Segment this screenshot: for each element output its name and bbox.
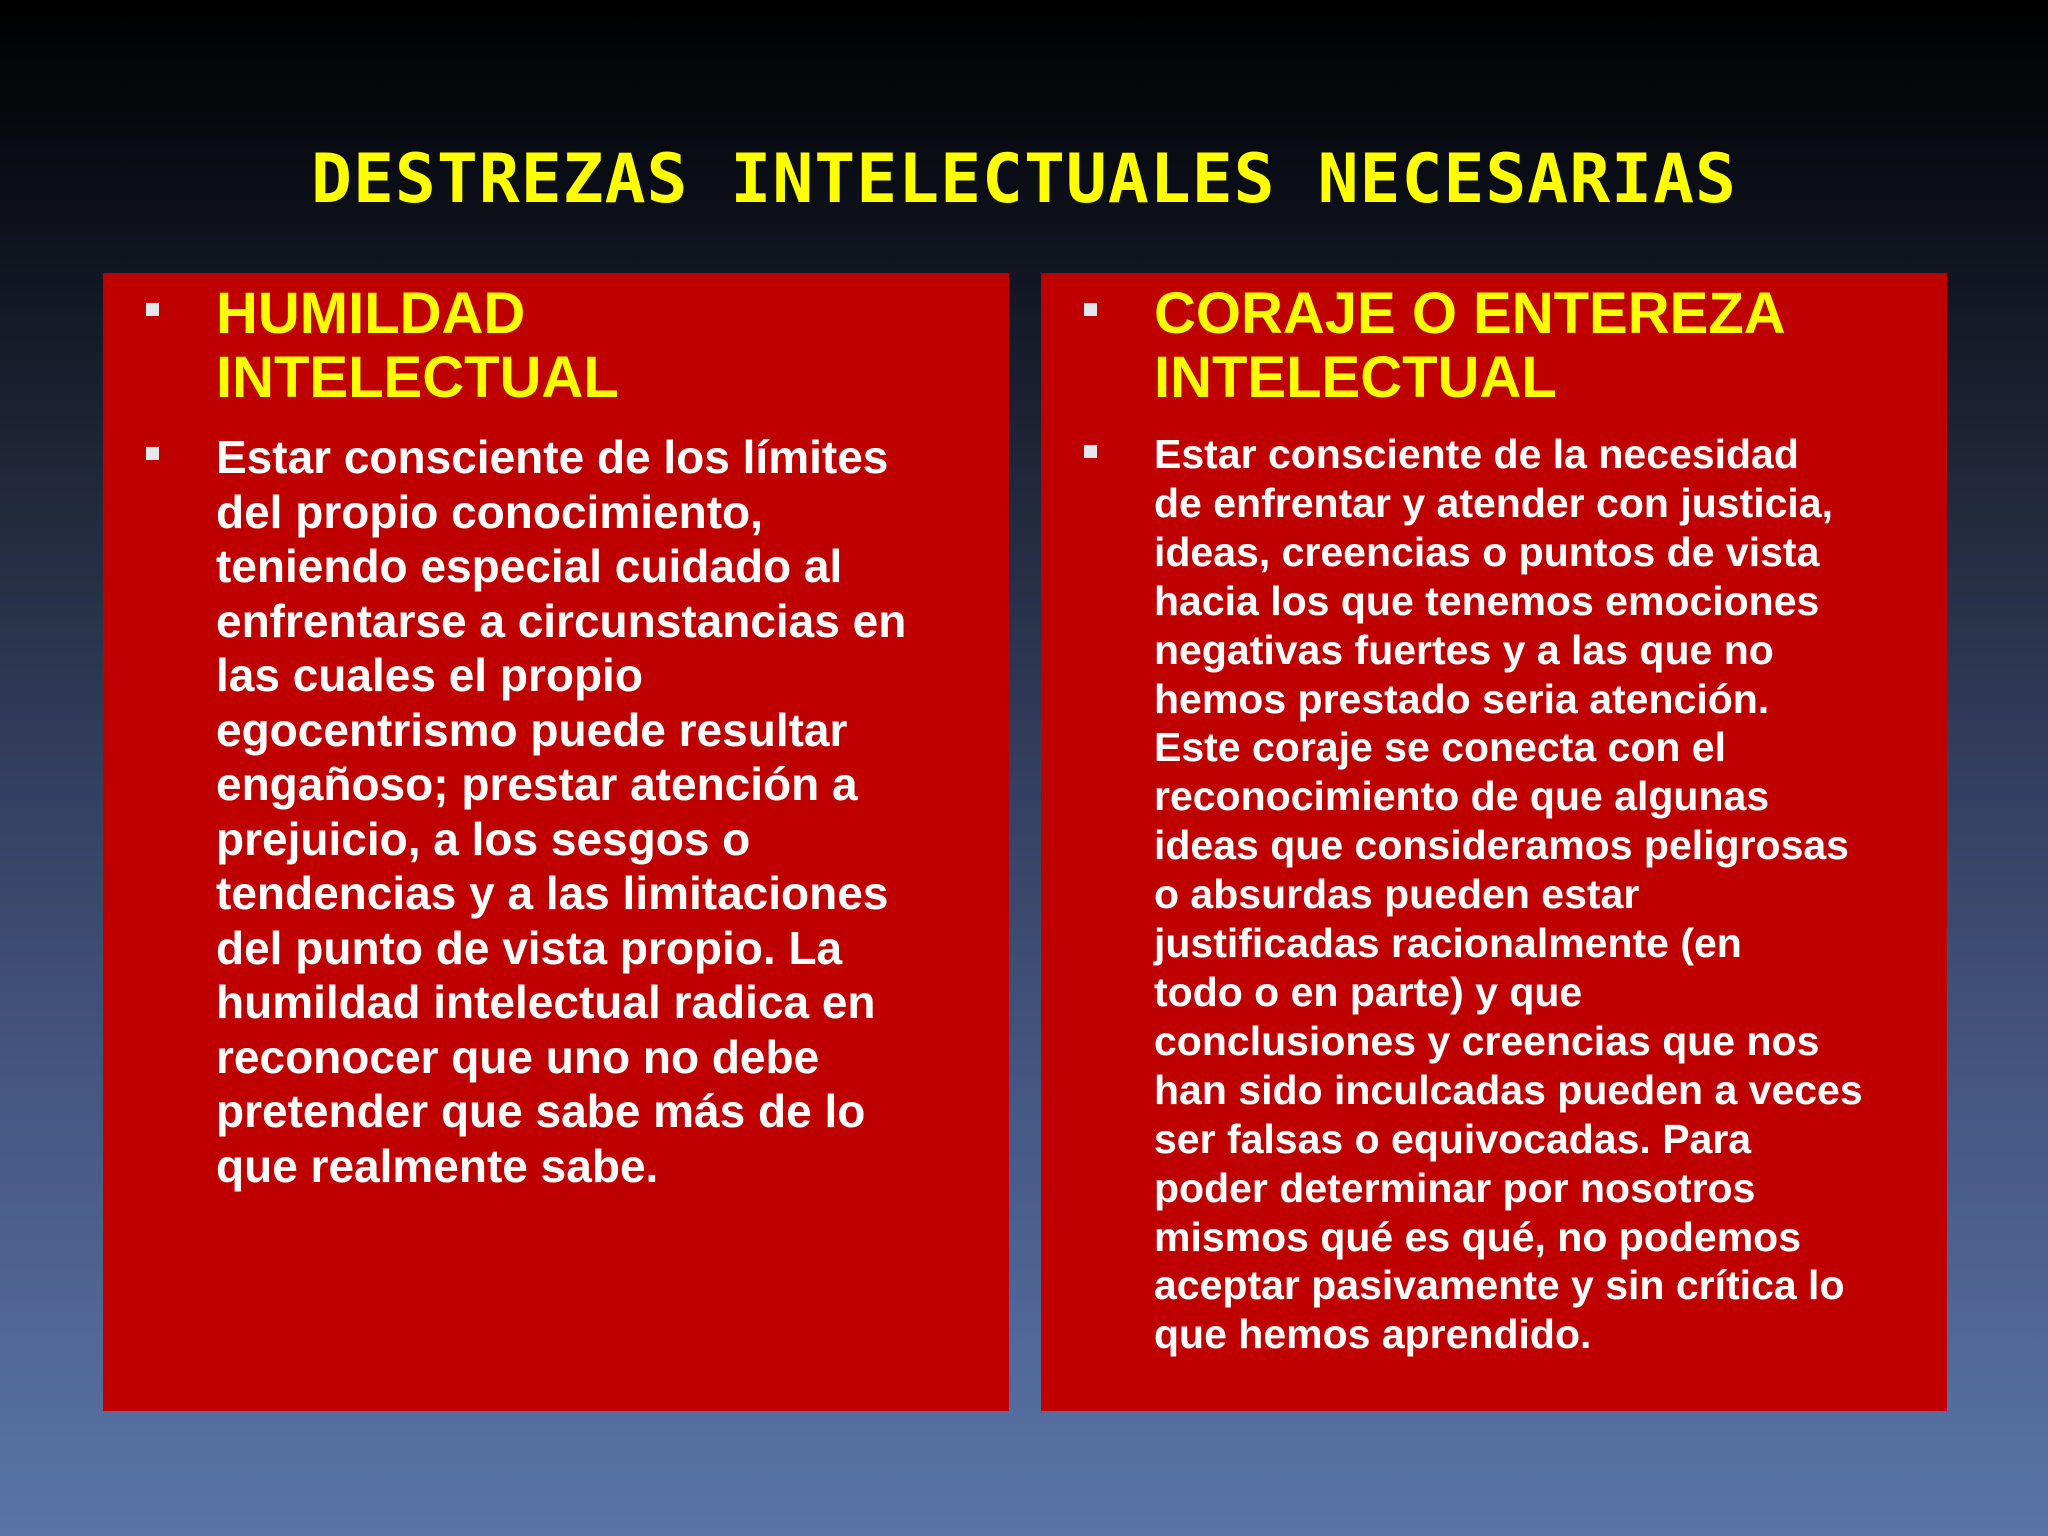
body-line: reconocimiento de que algunas [1154,773,1770,820]
body-line: Estar consciente de la necesidad [1154,431,1799,477]
body-line: poder determinar por nosotros [1154,1164,1756,1211]
body-line: han sido inculcadas pueden a veces [1154,1066,1863,1113]
square-bullet-icon [1084,445,1097,458]
square-bullet-icon [146,447,159,460]
body-line: o absurdas pueden estar [1154,871,1640,918]
body-line: hemos prestado seria atención. [1154,675,1770,722]
body-line: mismos qué es qué, no podemos [1154,1213,1802,1260]
heading-line: INTELECTUAL [1154,345,1557,410]
heading-line: HUMILDAD [216,281,526,346]
body-line: reconocer que uno no debe [216,1030,820,1083]
column-body [1154,430,1863,1359]
body-line: egocentrismo puede resultar [216,703,848,756]
body-line: aceptar pasivamente y sin crítica lo [1154,1262,1845,1309]
column-heading [1154,282,1786,410]
slide-title: DESTREZAS INTELECTUALES NECESARIAS [311,140,1737,219]
body-line: hacia los que tenemos emociones [1154,577,1820,624]
body-line: todo o en parte) y que [1154,968,1583,1015]
column-heading [216,282,619,410]
body-line: del punto de vista propio. La [216,921,843,974]
body-line: que realmente sabe. [216,1139,659,1192]
column-body [216,430,906,1193]
body-line: enfrentarse a circunstancias en [216,594,907,647]
body-line: Estar consciente de los límites [216,431,889,483]
body-line: humildad intelectual radica en [216,976,876,1028]
body-line: engañoso; prestar atención a [216,758,858,810]
square-bullet-icon [146,303,159,316]
body-line: Este coraje se conecta con el [1154,724,1726,771]
body-line: conclusiones y creencias que nos [1154,1017,1820,1064]
body-line: de enfrentar y atender con justicia, [1154,479,1833,526]
body-line: ideas, creencias o puntos de vista [1154,528,1820,575]
body-line: pretender que sabe más de lo [216,1085,866,1137]
body-line: ideas que consideramos peligrosas [1154,822,1849,869]
body-line: las cuales el propio [216,649,643,701]
body-line: negativas fuertes y a las que no [1154,626,1774,673]
heading-line: CORAJE O ENTEREZA [1154,281,1786,346]
heading-line: INTELECTUAL [216,345,619,410]
body-line: justificadas racionalmente (en [1154,920,1742,967]
panel-coraje-intelectual [1041,273,1947,1411]
body-line: que hemos aprendido. [1154,1311,1592,1358]
body-line: ser falsas o equivocadas. Para [1154,1115,1752,1162]
body-line: prejuicio, a los sesgos o [216,812,751,865]
square-bullet-icon [1084,303,1097,316]
body-line: teniendo especial cuidado al [216,540,843,592]
body-line: tendencias y a las limitaciones [216,867,889,919]
panel-humildad-intelectual [103,273,1009,1411]
body-line: del propio conocimiento, [216,485,763,538]
